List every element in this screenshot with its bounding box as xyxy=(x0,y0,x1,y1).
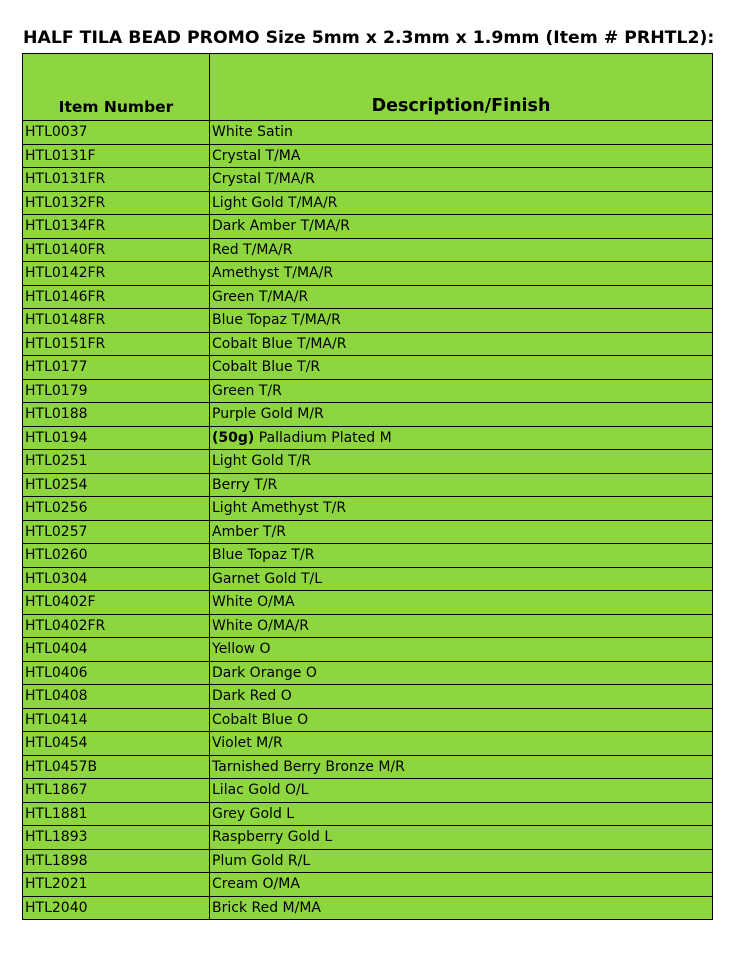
item-number-cell: HTL0148FR xyxy=(23,309,210,333)
description-text: Crystal T/MA/R xyxy=(212,171,315,188)
column-header-item-number: Item Number xyxy=(23,54,210,121)
item-number-cell: HTL0260 xyxy=(23,544,210,568)
description-text: Tarnished Berry Bronze M/R xyxy=(212,758,405,775)
description-text: Light Gold T/MA/R xyxy=(212,194,338,211)
table-row xyxy=(23,638,713,662)
weight-prefix: (50g) xyxy=(212,429,255,446)
table-row xyxy=(23,802,713,826)
description-text: Palladium Plated M xyxy=(254,429,392,446)
description-cell xyxy=(210,309,713,333)
description-cell xyxy=(210,450,713,474)
description-cell xyxy=(210,215,713,239)
item-number-cell: HTL0408 xyxy=(23,685,210,709)
description-text: Dark Red O xyxy=(212,688,292,705)
table-row xyxy=(23,309,713,333)
table-row xyxy=(23,873,713,897)
description-cell xyxy=(210,356,713,380)
item-number-cell: HTL0131F xyxy=(23,144,210,168)
description-text: Green T/R xyxy=(212,382,282,399)
table-row xyxy=(23,379,713,403)
table-row xyxy=(23,755,713,779)
table-row xyxy=(23,262,713,286)
item-number-cell: HTL0188 xyxy=(23,403,210,427)
item-number-cell: HTL0037 xyxy=(23,121,210,145)
table-row xyxy=(23,285,713,309)
description-text: Cobalt Blue T/MA/R xyxy=(212,335,347,352)
item-number-cell: HTL0142FR xyxy=(23,262,210,286)
description-cell xyxy=(210,379,713,403)
description-text: Light Gold T/R xyxy=(212,453,312,470)
description-text: Light Amethyst T/R xyxy=(212,500,347,517)
table-row xyxy=(23,614,713,638)
description-cell xyxy=(210,685,713,709)
description-text: Cobalt Blue T/R xyxy=(212,359,321,376)
description-cell xyxy=(210,426,713,450)
description-cell xyxy=(210,238,713,262)
table-body xyxy=(23,121,713,920)
item-number-cell: HTL1898 xyxy=(23,849,210,873)
table-row xyxy=(23,144,713,168)
description-text: Plum Gold R/L xyxy=(212,852,311,869)
description-cell xyxy=(210,638,713,662)
item-number-cell: HTL2021 xyxy=(23,873,210,897)
item-number-cell: HTL0457B xyxy=(23,755,210,779)
description-text: White O/MA/R xyxy=(212,617,309,634)
description-cell xyxy=(210,661,713,685)
description-text: Blue Topaz T/R xyxy=(212,547,315,564)
table-row xyxy=(23,826,713,850)
item-number-cell: HTL0406 xyxy=(23,661,210,685)
description-cell xyxy=(210,591,713,615)
page-title: HALF TILA BEAD PROMO Size 5mm x 2.3mm x 1.9mm (Item # PRHTL2): xyxy=(23,28,715,48)
description-cell xyxy=(210,614,713,638)
description-cell xyxy=(210,779,713,803)
description-cell xyxy=(210,191,713,215)
description-text: Raspberry Gold L xyxy=(212,829,333,846)
product-table xyxy=(22,53,713,920)
table-row xyxy=(23,238,713,262)
table-row xyxy=(23,661,713,685)
item-number-cell: HTL0131FR xyxy=(23,168,210,192)
table-row xyxy=(23,708,713,732)
description-cell xyxy=(210,544,713,568)
description-text: Grey Gold L xyxy=(212,805,295,822)
table-row xyxy=(23,732,713,756)
table-row xyxy=(23,168,713,192)
description-cell xyxy=(210,403,713,427)
table-row xyxy=(23,450,713,474)
item-number-cell: HTL1893 xyxy=(23,826,210,850)
table-row xyxy=(23,191,713,215)
table-row xyxy=(23,215,713,239)
description-cell xyxy=(210,873,713,897)
item-number-cell: HTL1881 xyxy=(23,802,210,826)
description-cell xyxy=(210,520,713,544)
item-number-cell: HTL0454 xyxy=(23,732,210,756)
table-row xyxy=(23,896,713,920)
description-text: Dark Orange O xyxy=(212,664,317,681)
description-text: White O/MA xyxy=(212,594,295,611)
description-cell xyxy=(210,121,713,145)
item-number-cell: HTL0257 xyxy=(23,520,210,544)
item-number-cell: HTL0134FR xyxy=(23,215,210,239)
item-number-cell: HTL0402F xyxy=(23,591,210,615)
description-text: Brick Red M/MA xyxy=(212,899,322,916)
description-cell xyxy=(210,567,713,591)
description-text: Berry T/R xyxy=(212,476,278,493)
table-row xyxy=(23,473,713,497)
item-number-cell: HTL0402FR xyxy=(23,614,210,638)
description-text: Blue Topaz T/MA/R xyxy=(212,312,341,329)
item-number-cell: HTL0151FR xyxy=(23,332,210,356)
table-row xyxy=(23,403,713,427)
description-cell xyxy=(210,732,713,756)
item-number-cell: HTL0254 xyxy=(23,473,210,497)
table-row xyxy=(23,685,713,709)
item-number-cell: HTL0132FR xyxy=(23,191,210,215)
table-row xyxy=(23,332,713,356)
item-number-cell: HTL0146FR xyxy=(23,285,210,309)
table-row xyxy=(23,567,713,591)
table-row xyxy=(23,520,713,544)
table-row xyxy=(23,544,713,568)
description-text: Amethyst T/MA/R xyxy=(212,265,334,282)
description-text: Lilac Gold O/L xyxy=(212,782,309,799)
table-row xyxy=(23,497,713,521)
description-text: Dark Amber T/MA/R xyxy=(212,218,350,235)
description-text: Violet M/R xyxy=(212,735,283,752)
table-header-row xyxy=(23,54,713,121)
table-row xyxy=(23,779,713,803)
item-number-cell: HTL0256 xyxy=(23,497,210,521)
description-cell xyxy=(210,826,713,850)
table-row xyxy=(23,121,713,145)
item-number-cell: HTL0140FR xyxy=(23,238,210,262)
description-text: Cream O/MA xyxy=(212,876,300,893)
column-header-description: Description/Finish xyxy=(210,54,713,121)
item-number-cell: HTL0179 xyxy=(23,379,210,403)
description-text: Red T/MA/R xyxy=(212,241,293,258)
description-text: Yellow O xyxy=(212,641,271,658)
description-text: Amber T/R xyxy=(212,523,286,540)
description-cell xyxy=(210,497,713,521)
description-text: Garnet Gold T/L xyxy=(212,570,323,587)
item-number-cell: HTL0251 xyxy=(23,450,210,474)
table-row xyxy=(23,356,713,380)
item-number-cell: HTL0194 xyxy=(23,426,210,450)
item-number-cell: HTL0404 xyxy=(23,638,210,662)
item-number-cell: HTL1867 xyxy=(23,779,210,803)
description-text: Crystal T/MA xyxy=(212,147,301,164)
item-number-cell: HTL0414 xyxy=(23,708,210,732)
description-cell xyxy=(210,144,713,168)
description-cell xyxy=(210,755,713,779)
description-cell xyxy=(210,285,713,309)
description-cell xyxy=(210,896,713,920)
table-row xyxy=(23,849,713,873)
item-number-cell: HTL2040 xyxy=(23,896,210,920)
description-text: Cobalt Blue O xyxy=(212,711,309,728)
description-text: Purple Gold M/R xyxy=(212,406,324,423)
table-row xyxy=(23,591,713,615)
item-number-cell: HTL0177 xyxy=(23,356,210,380)
item-number-cell: HTL0304 xyxy=(23,567,210,591)
description-cell xyxy=(210,708,713,732)
description-text: Green T/MA/R xyxy=(212,288,309,305)
description-cell xyxy=(210,332,713,356)
description-cell xyxy=(210,849,713,873)
description-cell xyxy=(210,168,713,192)
description-cell xyxy=(210,262,713,286)
table-row xyxy=(23,426,713,450)
description-cell xyxy=(210,473,713,497)
description-text: White Satin xyxy=(212,124,293,141)
description-cell xyxy=(210,802,713,826)
